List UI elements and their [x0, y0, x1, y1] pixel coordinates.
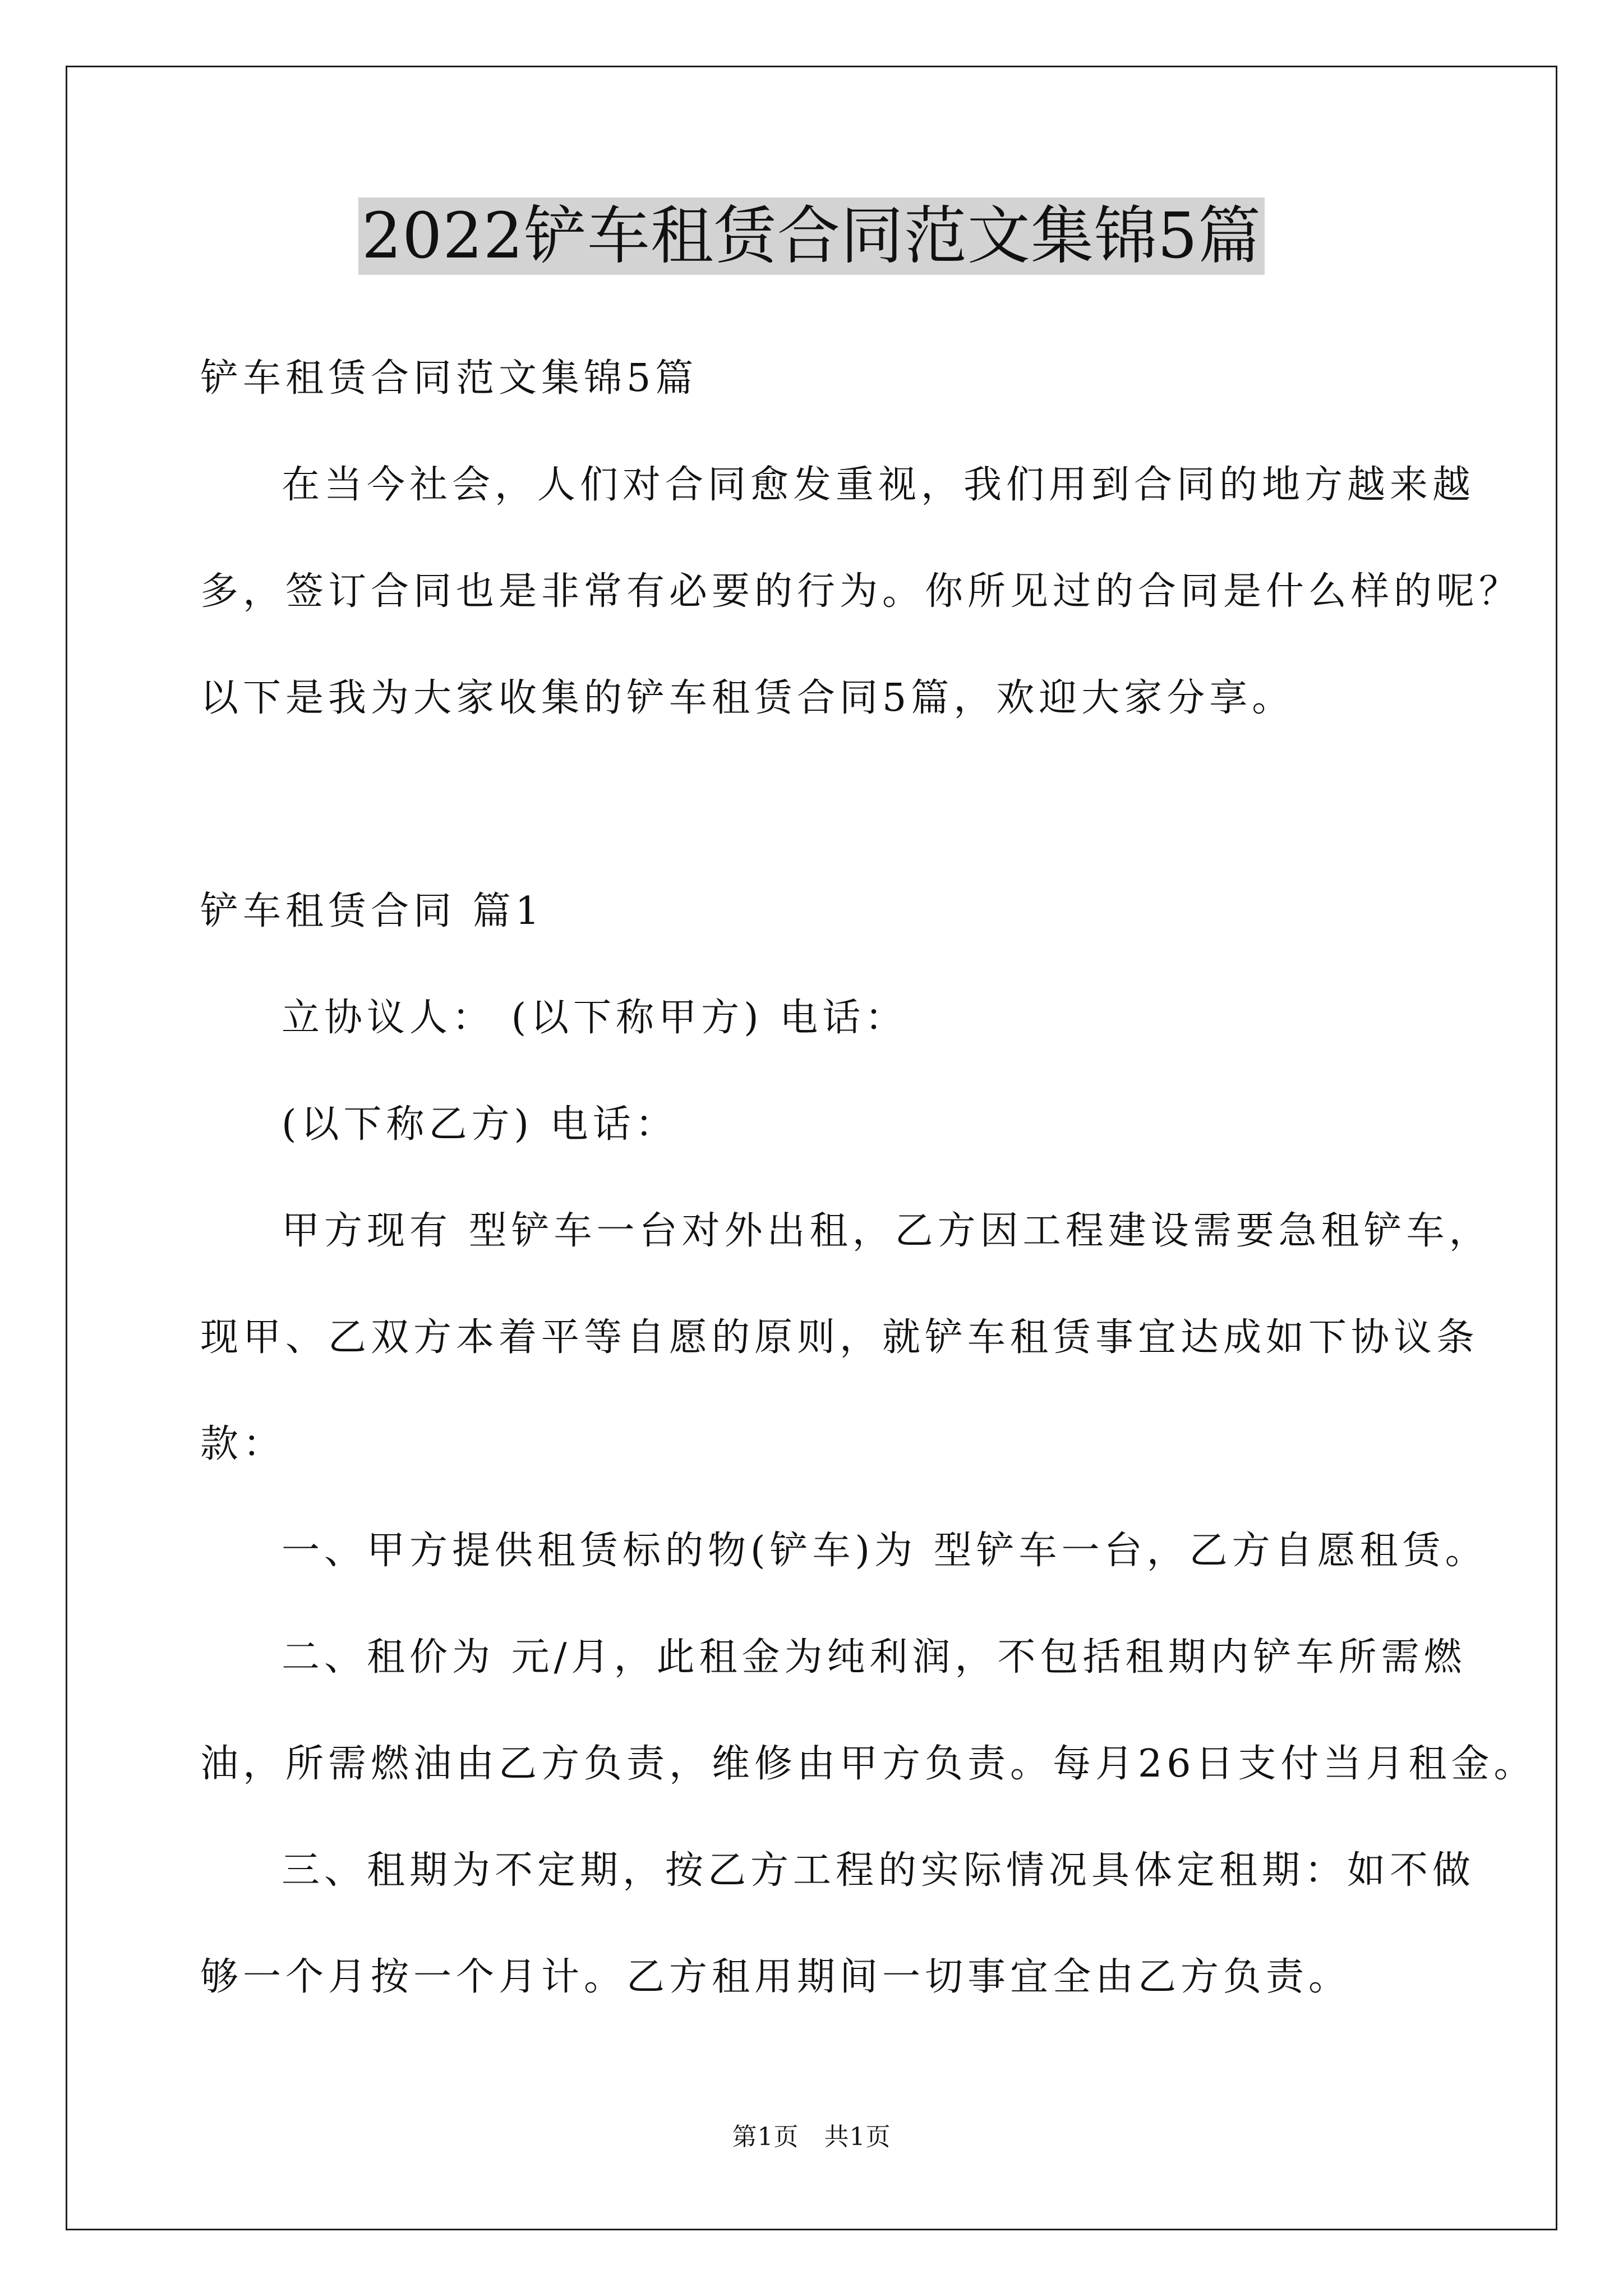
- intro-line-1: 在当今社会，人们对合同愈发重视，我们用到合同的地方越来越: [282, 463, 1476, 507]
- body-line-2: 现甲、乙双方本着平等自愿的原则，就铲车租赁事宜达成如下协议条: [200, 1315, 1479, 1360]
- clause-3-line-1: 三、租期为不定期，按乙方工程的实际情况具体定租期：如不做: [282, 1848, 1476, 1893]
- party-b-line: (以下称乙方) 电话：: [282, 1102, 678, 1147]
- document-title: 2022铲车租赁合同范文集锦5篇: [358, 197, 1265, 275]
- section-heading: 铲车租赁合同 篇1: [200, 889, 544, 933]
- body-line-3: 款：: [200, 1422, 286, 1466]
- intro-line-2: 多，签订合同也是非常有必要的行为。你所见过的合同是什么样的呢？: [200, 569, 1522, 614]
- clause-2-line-2: 油，所需燃油由乙方负责，维修由甲方负责。每月26日支付当月租金。: [200, 1742, 1537, 1786]
- clause-3-line-2: 够一个月按一个月计。乙方租用期间一切事宜全由乙方负责。: [200, 1955, 1352, 1999]
- party-a-line: 立协议人： (以下称甲方) 电话：: [282, 996, 908, 1040]
- clause-2-line-1: 二、租价为 元/月，此租金为纯利润，不包括租期内铲车所需燃: [282, 1635, 1467, 1680]
- subtitle-line: 铲车租赁合同范文集锦5篇: [200, 356, 698, 401]
- title-container: [0, 197, 1623, 275]
- body-line-1: 甲方现有 型铲车一台对外出租，乙方因工程建设需要急租铲车，: [282, 1209, 1492, 1253]
- page-footer: 第1页 共1页: [732, 2123, 891, 2151]
- clause-1-line: 一、甲方提供租赁标的物(铲车)为 型铲车一台，乙方自愿租赁。: [282, 1529, 1488, 1573]
- intro-line-3: 以下是我为大家收集的铲车租赁合同5篇，欢迎大家分享。: [200, 676, 1295, 720]
